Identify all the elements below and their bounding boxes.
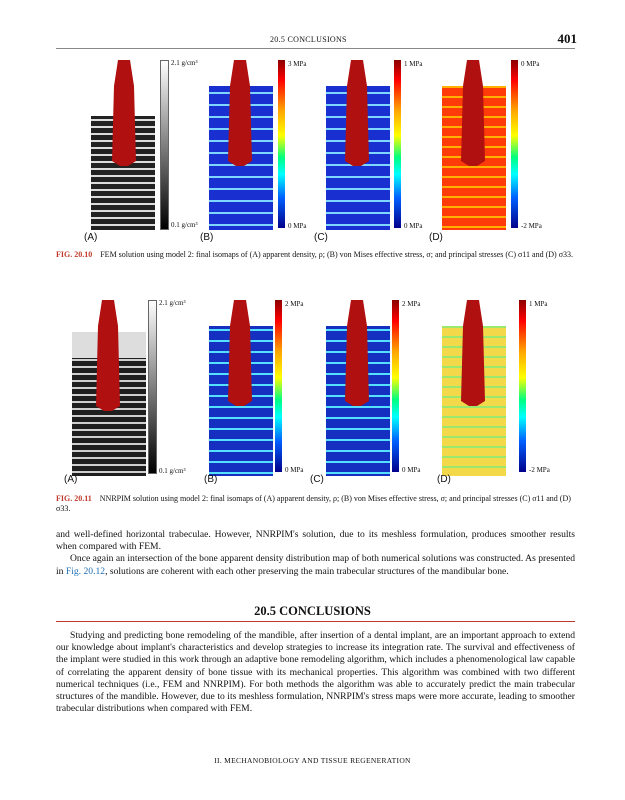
panel-letter-c: (C) [314,232,328,243]
colorbar-d-top-label: 0 MPa [521,60,540,68]
paragraph-text: Once again an intersection of the bone apparent density distribution map of both numerical solutions was constructed. As presented in [56,553,575,577]
colorbar-a-bottom-label: 0.1 g/cm³ [159,467,186,475]
paragraph-text: , solutions are coherent with each other preserving the main trabecular structures of the mandibular bone. [105,565,509,577]
colorbar-c-bottom-label: 0 MPa [404,222,423,230]
colorbar-b [275,300,282,472]
colorbar-c [392,300,399,472]
figure-20-11-images [56,296,575,488]
panel-letter-b: (B) [204,474,218,485]
figure-20-10-caption [56,250,575,260]
panel-letter-d: (D) [437,474,451,485]
figure-label: FIG. 20.10 [56,250,93,259]
panel-letter-b: (B) [200,232,214,243]
figure-20-11 [56,296,575,488]
colorbar-d [519,300,526,472]
colorbar-c-top-label: 1 MPa [404,60,423,68]
figure-20-11-caption [56,494,575,514]
figure-20-10 [56,56,575,246]
section-title: 20.5 CONCLUSIONS [254,604,371,618]
colorbar-a [148,300,157,474]
page-number: 401 [557,31,577,46]
colorbar-a-top-label: 2.1 g/cm³ [171,59,198,67]
paragraph: and well-defined horizontal trabeculae. However, NNRPIM's solution, due to its meshless formulation, produces smoother results when compared with FEM. [56,529,575,553]
colorbar-b-top-label: 2 MPa [285,300,304,308]
colorbar-a-top-label: 2.1 g/cm³ [159,299,186,307]
implant-c [345,60,369,166]
running-header [0,31,625,48]
colorbar-d [511,60,518,228]
implant-d [461,60,485,166]
colorbar-b-top-label: 3 MPa [288,60,307,68]
colorbar-a [160,60,169,230]
colorbar-b-bottom-label: 0 MPa [285,466,304,474]
figure-20-10-images [56,56,575,246]
implant-d [461,300,485,406]
implant-b [228,60,252,166]
conclusions-paragraph: Studying and predicting bone remodeling of the mandible, after insertion of a dental implant, are an important approach to extend our knowledge about implant's characteristics and develop strategies to increase its integration rate. The survival and effectiveness of the implant were studied in this work through an adaptive bone remodeling algorithm, which includes a phenomenological law capable of correlating the apparent density of bone tissue with its mechanical properties. This algorithm was combined with two different numerical techniques (i.e., FEM and NNRPIM). For both methods the algorithm was able to accurately predict the main trabecular structures of the mandible. However, due to its meshless formulation, NNRPIM's stress maps were more accurate, leading to smoother trabecular distributions when compared with FEM. [56,630,575,715]
implant-a [112,60,136,166]
panel-letter-d: (D) [429,232,443,243]
colorbar-c-bottom-label: 0 MPa [402,466,421,474]
colorbar-d-bottom-label: -2 MPa [529,466,550,474]
panel-letter-a: (A) [64,474,78,485]
caption-text: NNRPIM solution using model 2: final isomaps of (A) apparent density, ρ; (B) von Mises effective stress, σ; and principal stresses (C) σ11 and (D) σ33. [56,494,571,513]
figure-label: FIG. 20.11 [56,494,92,503]
running-title: 20.5 CONCLUSIONS [270,35,347,44]
panel-letter-a: (A) [84,232,98,243]
implant-a [96,300,120,411]
body-text [56,529,575,578]
header-rule [56,48,575,49]
caption-text: FEM solution using model 2: final isomaps of (A) apparent density, ρ; (B) von Mises effective stress, σ; and principal stresses (C) σ11 and (D) σ33. [100,250,574,259]
colorbar-d-bottom-label: -2 MPa [521,222,542,230]
implant-b [228,300,252,406]
colorbar-d-top-label: 1 MPa [529,300,548,308]
colorbar-b-bottom-label: 0 MPa [288,222,307,230]
colorbar-b [278,60,285,228]
colorbar-a-bottom-label: 0.1 g/cm³ [171,221,198,229]
paragraph [56,553,575,577]
colorbar-c-top-label: 2 MPa [402,300,421,308]
page-footer: II. MECHANOBIOLOGY AND TISSUE REGENERATION [214,756,411,765]
figure-link[interactable]: Fig. 20.12 [65,565,106,577]
colorbar-c [394,60,401,228]
section-rule [56,621,575,622]
implant-c [345,300,369,406]
panel-letter-c: (C) [310,474,324,485]
